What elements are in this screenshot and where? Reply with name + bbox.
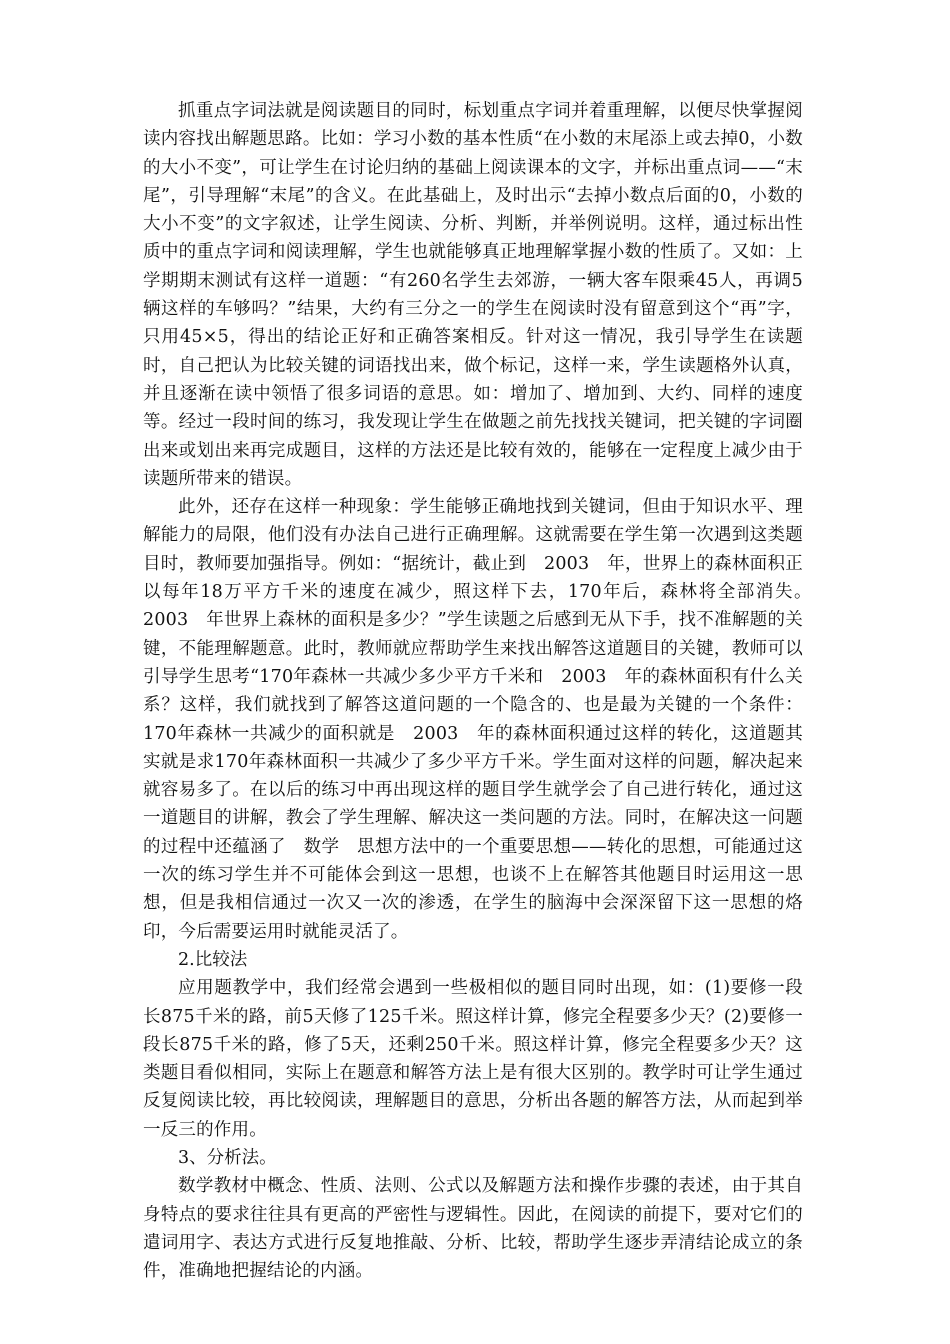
section-heading-analysis: 3、分析法。 xyxy=(178,1147,277,1168)
paragraph-comparison: 应用题教学中，我们经常会遇到一些极相似的题目同时出现，如：(1)要修一段长875千米的路，前5天修了125千米。照这样计算，修完全程要多少天？(2)要修一段长875千米的路，修了5天，还剩250千米。照这样计算，修完全程要多少天？这类题目看似相同，实际上在题意和解答方法上是有很大区别的。教学时可让学生通过反复阅读比较，再比较阅读，理解题目的意思，分析出各题的解答方法，从而起到举一反三的作用。 xyxy=(143,978,803,1140)
section-heading-comparison: 2.比较法 xyxy=(178,949,248,970)
paragraph-analysis: 数学教材中概念、性质、法则、公式以及解题方法和操作步骤的表述，由于其自身特点的要求往往具有更高的严密性与逻辑性。因此，在阅读的前提下，要对它们的遣词用字、表达方式进行反复地推敲、分析、比较，帮助学生逐步弄清结论成立的条件，准确地把握结论的内涵。 xyxy=(143,1176,803,1282)
document-body xyxy=(143,97,821,1285)
paragraph-key-words-method: 抓重点字词法就是阅读题目的同时，标划重点字词并着重理解，以便尽快掌握阅读内容找出解题思路。比如：学习小数的基本性质“在小数的末尾添上或去掉0，小数的大小不变”，可让学生在讨论归纳的基础上阅读课本的文字，并标出重点词——“末尾”，引导理解“末尾”的含义。在此基础上，及时出示“去掉小数点后面的0，小数的大小不变”的文字叙述，让学生阅读、分析、判断，并举例说明。这样，通过标出性质中的重点字词和阅读理解，学生也就能够真正地理解掌握小数的性质了。又如：上学期期末测试有这样一道题：“有260名学生去郊游，一辆大客车限乘45人，再调5辆这样的车够吗？”结果，大约有三分之一的学生在阅读时没有留意到这个“再”字，只用45×5，得出的结论正好和正确答案相反。针对这一情况，我引导学生在读题时，自己把认为比较关键的词语找出来，做个标记，这样一来，学生读题格外认真，并且逐渐在读中领悟了很多词语的意思。如：增加了、增加到、大约、同样的速度等。经过一段时间的练习，我发现让学生在做题之前先找找关键词，把关键的字词圈出来或划出来再完成题目，这样的方法还是比较有效的，能够在一定程度上减少由于读题所带来的错误。 xyxy=(143,101,803,489)
paragraph-transformation: 此外，还存在这样一种现象：学生能够正确地找到关键词，但由于知识水平、理解能力的局限，他们没有办法自己进行正确理解。这就需要在学生第一次遇到这类题目时，教师要加强指导。例如：“据统计，截止到 2003 年，世界上的森林面积正以每年18万平方千米的速度在减少，照这样下去，170年后，森林将全部消失。 2003 年世界上森林的面积是多少？”学生读题之后感到无从下手，找不准解题的关键，不能理解题意。此时，教师就应帮助学生来找出解答这道题目的关键，教师可以引导学生思考“170年森林一共减少多少平方千米和 2003 年的森林面积有什么关系？这样，我们就找到了解答这道问题的一个隐含的、也是最为关键的一个条件：170年森林一共减少的面积就是 2003 年的森林面积通过这样的转化，这道题其实就是求170年森林面积一共减少了多少平方千米。学生面对这样的问题，解决起来就容易多了。在以后的练习中再出现这样的题目学生就学会了自己进行转化，通过这一道题目的讲解，教会了学生理解、解决这一类问题的方法。同时，在解决这一问题的过程中还蕴涵了 数学 思想方法中的一个重要思想——转化的思想，可能通过这一次的练习学生并不可能体会到这一思想，也谈不上在解答其他题目时运用这一思想，但是我相信通过一次又一次的渗透，在学生的脑海中会深深留下这一思想的烙印，今后需要运用时就能灵活了。 xyxy=(143,497,821,942)
